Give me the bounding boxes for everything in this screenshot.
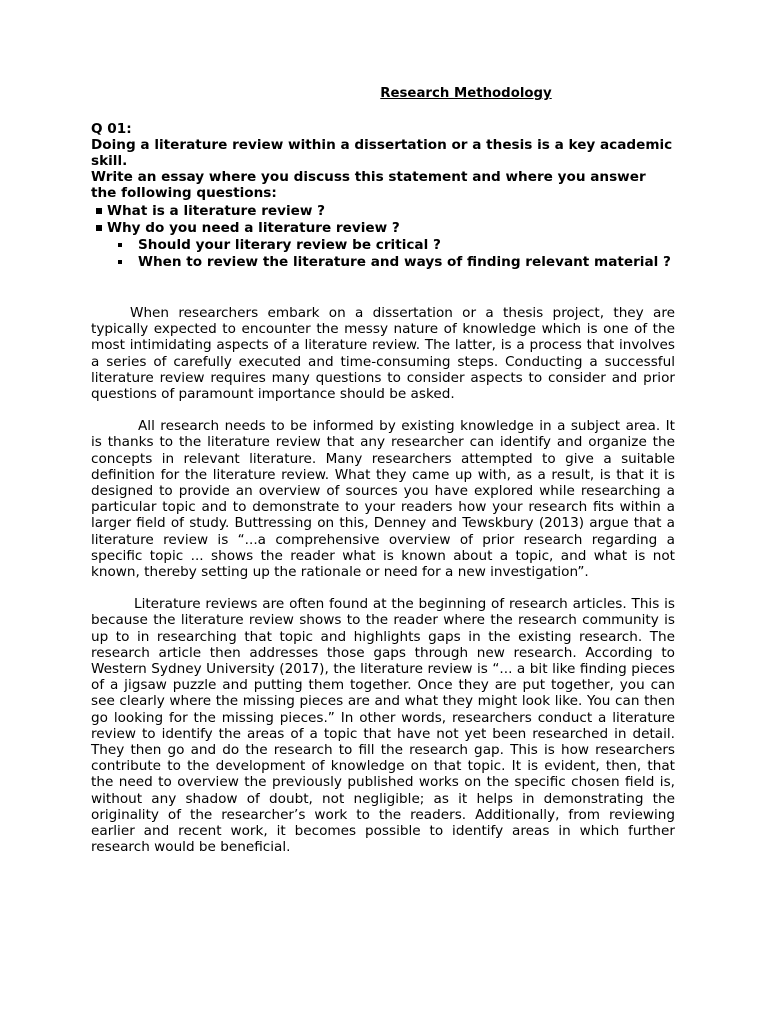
question-sub-bullet-list xyxy=(91,237,675,270)
document-title: Research Methodology xyxy=(380,86,552,101)
square-bullet-icon xyxy=(96,225,102,231)
list-item xyxy=(91,220,675,237)
question-number: Q 01: xyxy=(91,121,132,137)
question-statement-1: Doing a literature review within a dissertation or a thesis is a key academic skill. xyxy=(91,137,673,169)
sub-bullet-text: Should your literary review be critical ? xyxy=(138,237,441,253)
list-item xyxy=(91,203,675,220)
sub-bullet-text: When to review the literature and ways of finding relevant material ? xyxy=(138,253,671,270)
body-paragraph-1: When researchers embark on a dissertation or a thesis project, they are typically expected to encounter the messy nature of knowledge which is one of the most intimidating aspects of a literature review. The latter, is a process that involves a series of carefully executed and time-consuming steps. Conducting a successful literature review requires many questions to consider aspects to consider and prior questions of paramount importance should be asked. xyxy=(91,305,675,403)
body-paragraph-3: Literature reviews are often found at the beginning of research articles. This is because the literature review shows to the reader where the research community is up to in researching that topic and highlights gaps in the existing research. The research article then addresses those gaps through new research. According to Western Sydney University (2017), the literature review is “... a bit like finding pieces of a jigsaw puzzle and putting them together. Once they are put together, you can see clearly where the missing pieces are and what they might look like. You can then go looking for the missing pieces.” In other words, researchers conduct a literature review to identify the areas of a topic that have not yet been researched in detail. They then go and do the research to fill the research gap. This is how researchers contribute to the development of knowledge on that topic. It is evident, then, that the need to overview the previously published works on the specific chosen field is, without any shadow of doubt, not negligible; as it helps in demonstrating the originality of the researcher’s work to the readers. Additionally, from reviewing earlier and recent work, it becomes possible to identify areas in which further research would be beneficial. xyxy=(91,596,675,856)
question-block xyxy=(91,121,675,201)
body-paragraph-2: All research needs to be informed by existing knowledge in a subject area. It is thanks to the literature review that any researcher can identify and organize the concepts in relevant literature. Many researchers attempted to give a suitable definition for the literature review. What they came up with, as a result, is that it is designed to provide an overview of sources you have explored while researching a particular topic and to demonstrate to your readers how your research fits within a larger field of study. Buttressing on this, Denney and Tewskbury (2013) argue that a literature review is “...a comprehensive overview of prior research regarding a specific topic ... shows the reader what is known about a topic, and what is not known, thereby setting up the rationale or need for a new investigation”. xyxy=(91,418,675,581)
document-page xyxy=(91,85,675,856)
square-bullet-icon xyxy=(96,208,102,214)
question-bullet-list xyxy=(91,203,675,237)
bullet-text: Why do you need a literature review ? xyxy=(107,220,400,236)
small-square-bullet-icon xyxy=(118,260,122,264)
bullet-text: What is a literature review ? xyxy=(107,203,326,219)
small-square-bullet-icon xyxy=(118,243,122,247)
question-statement-2: Write an essay where you discuss this statement and where you answer the following questions: xyxy=(91,169,646,201)
list-item xyxy=(91,254,675,271)
list-item xyxy=(91,237,675,254)
